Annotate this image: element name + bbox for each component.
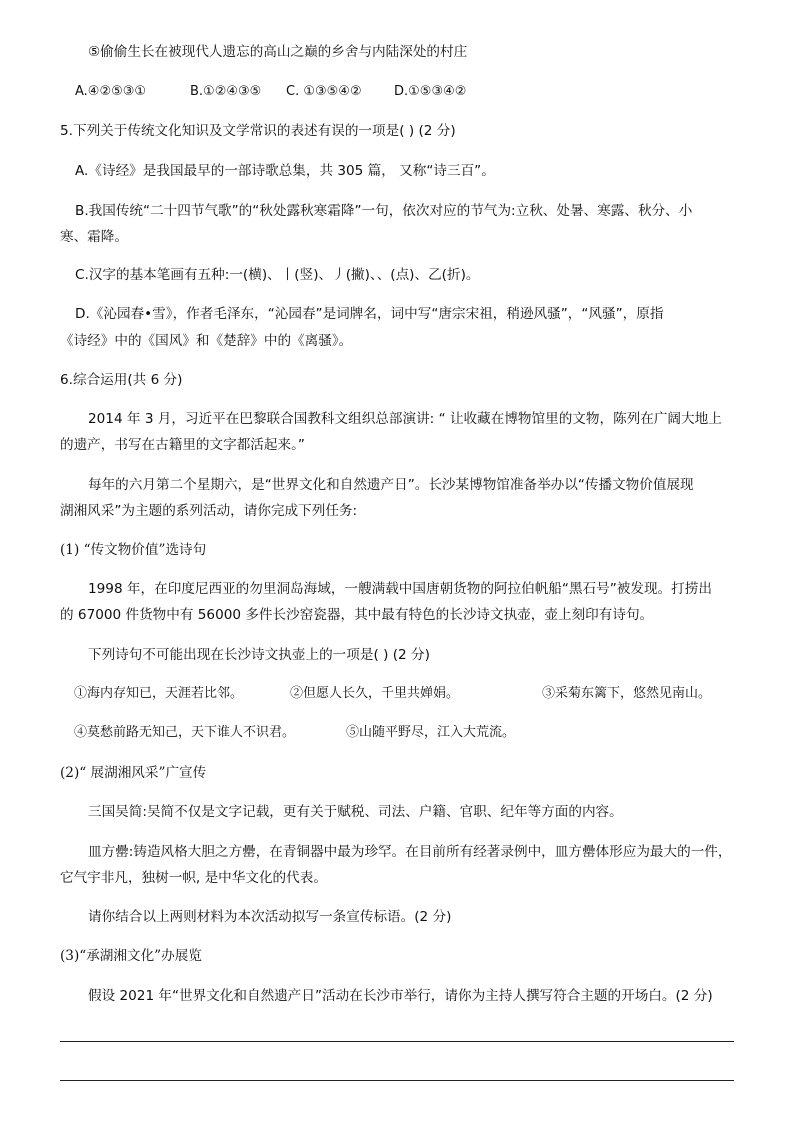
q6-intro-line2: 的遗产，书写在古籍里的文字都活起来。” [60,437,305,453]
answer-line-2 [60,1080,734,1081]
poem-option-5: ⑤山随平野尽，江入大荒流。 [346,725,516,740]
option-a: A.④②⑤③① [75,84,147,99]
answer-line-1 [60,1041,734,1042]
q6-part2-material1: 三国吴简:吴简不仅是文字记载，更有关于赋税、司法、户籍、官职、纪年等方面的内容。 [88,804,623,820]
q6-part2-question: 请你结合以上两则材料为本次活动拟写一条宣传标语。(2 分) [88,909,452,925]
q6-part2-material2-line1: 皿方罍:铸造风格大胆之方罍，在青铜器中最为珍罕。在目前所有经著录例中，皿方罍体形应为最大的一件， [88,844,732,860]
poem-option-2: ②但愿人长久，千里共婵娟。 [290,686,460,701]
q6-part1-text-line2: 的 67000 件货物中有 56000 多件长沙窑瓷器，其中最有特色的长沙诗文执壶，壶上刻印有诗句。 [60,607,654,623]
option-d: D.①⑤③④② [394,84,467,99]
q5-option-a: A.《诗经》是我国最早的一部诗歌总集，共 305 篇， 又称“诗三百”。 [75,163,495,179]
q5-option-b-line2: 寒、霜降。 [60,229,128,245]
q6-intro-line4: 湖湘风采”为主题的系列活动，请你完成下列任务: [60,503,358,519]
poem-option-1: ①海内存知已，天涯若比邻。 [74,686,244,701]
q6-heading: 6.综合运用(共 6 分) [60,372,183,388]
q6-intro-line3: 每年的六月第二个星期六，是“世界文化和自然遗产日”。长沙某博物馆准备举办以“传播文物价值展现 [88,477,694,493]
q6-part2-heading: (2)“ 展湖湘风采”广宣传 [60,765,207,781]
q6-part1-question: 下列诗句不可能出现在长沙诗文执壶上的一项是( ) (2 分) [88,647,430,663]
poem-option-3: ③采菊东篱下，悠然见南山。 [542,686,712,701]
q5-option-b-line1: B.我国传统“二十四节气歌”的“秋处露秋寒霜降”一句，依次对应的节气为:立秋、处暑、寒露、秋分、小 [75,203,693,219]
poem-option-4: ④莫愁前路无知己，天下谁人不识君。 [74,725,296,740]
q5-option-d-line2: 《诗经》中的《国风》和《楚辞》中的《离骚》。 [60,333,353,349]
q5-option-d-line1: D.《沁园春•雪》，作者毛泽东，“沁园春”是词牌名，词中写“唐宗宋祖，稍逊风骚”，“风骚”，原指 [75,306,664,322]
option-c: C. ①③⑤④② [286,84,362,99]
q6-part3-heading: (3)“承湖湘文化”办展览 [60,948,202,964]
item-5: ⑤偷偷生长在被现代人遗忘的高山之巅的乡舍与内陆深处的村庄 [88,44,468,60]
q6-part2-material2-line2: 它气宇非凡，独树一帜, 是中华文化的代表。 [60,870,327,886]
q5-stem: 5.下列关于传统文化知识及文学常识的表述有误的一项是( ) (2 分) [60,123,456,139]
q5-option-c: C.汉字的基本笔画有五种:一(横)、丨(竖)、丿(撇)、、(点)、乙(折)。 [75,267,480,283]
q6-intro-line1: 2014 年 3 月，习近平在巴黎联合国教科文组织总部演讲: “ 让收藏在博物馆里的文物，陈列在广阔大地上 [88,411,722,427]
q6-part1-text-line1: 1998 年，在印度尼西亚的勿里洞岛海域，一艘满载中国唐朝货物的阿拉伯帆船“黑石号”被发现。打捞出 [88,581,712,597]
option-b: B.①②④③⑤ [190,84,262,99]
q6-part1-heading: (1) “传文物价值”选诗句 [60,542,207,558]
q6-part3-question: 假设 2021 年“世界文化和自然遗产日”活动在长沙市举行，请你为主持人撰写符合主题的开场白。(2 分) [88,988,713,1004]
